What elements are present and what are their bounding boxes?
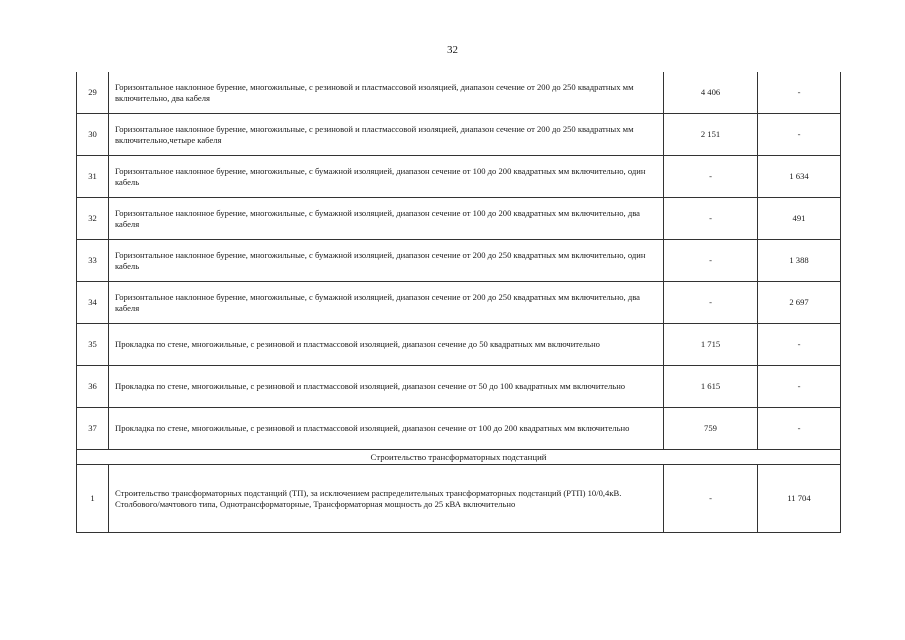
row-number: 34 (77, 282, 109, 324)
row-description: Прокладка по стене, многожильные, с резиновой и пластмассовой изоляцией, диапазон сечение до 50 квадратных мм включительно (109, 324, 664, 366)
row-value-col4: - (758, 72, 841, 114)
row-value-col3: - (664, 156, 758, 198)
row-value-col3: 2 151 (664, 114, 758, 156)
page-number: 32 (447, 44, 458, 56)
table-row (77, 198, 841, 240)
row-description: Прокладка по стене, многожильные, с резиновой и пластмассовой изоляцией, диапазон сечение от 100 до 200 квадратных мм включительно (109, 408, 664, 450)
row-value-col3: 1 615 (664, 366, 758, 408)
row-value-col4: 1 388 (758, 240, 841, 282)
table-row (77, 324, 841, 366)
section-title: Строительство трансформаторных подстанций (77, 450, 841, 465)
table-row (77, 282, 841, 324)
row-value-col4: - (758, 114, 841, 156)
row-description: Горизонтальное наклонное бурение, многожильные, с бумажной изоляцией, диапазон сечение от 100 до 200 квадратных мм включительно, один кабель (109, 156, 664, 198)
row-value-col4: - (758, 366, 841, 408)
row-description: Строительство трансформаторных подстанций (ТП), за исключением распределительных трансформаторных подстанций (РТП) 10/0,4кВ. Столбового/мачтового типа, Однотрансформаторные, Трансформаторная мощность до 25 кВА включительно (109, 465, 664, 533)
row-number: 33 (77, 240, 109, 282)
row-number: 37 (77, 408, 109, 450)
table-row (77, 72, 841, 114)
row-value-col4: 491 (758, 198, 841, 240)
row-description: Горизонтальное наклонное бурение, многожильные, с бумажной изоляцией, диапазон сечение от 100 до 200 квадратных мм включительно, два кабеля (109, 198, 664, 240)
row-value-col3: - (664, 282, 758, 324)
row-number: 31 (77, 156, 109, 198)
row-description: Горизонтальное наклонное бурение, многожильные, с резиновой и пластмассовой изоляцией, диапазон сечение от 200 до 250 квадратных мм включительно, два кабеля (109, 72, 664, 114)
row-value-col3: - (664, 465, 758, 533)
row-number: 35 (77, 324, 109, 366)
table-row (77, 114, 841, 156)
row-value-col3: - (664, 198, 758, 240)
section-header-row (77, 450, 841, 465)
table-row (77, 366, 841, 408)
row-value-col3: 1 715 (664, 324, 758, 366)
table-row (77, 240, 841, 282)
row-description: Горизонтальное наклонное бурение, многожильные, с бумажной изоляцией, диапазон сечение от 200 до 250 квадратных мм включительно, два кабеля (109, 282, 664, 324)
row-value-col4: - (758, 324, 841, 366)
table-row (77, 465, 841, 533)
row-value-col4: 11 704 (758, 465, 841, 533)
row-number: 36 (77, 366, 109, 408)
row-number: 30 (77, 114, 109, 156)
row-value-col3: - (664, 240, 758, 282)
row-number: 1 (77, 465, 109, 533)
row-number: 29 (77, 72, 109, 114)
row-description: Горизонтальное наклонное бурение, многожильные, с резиновой и пластмассовой изоляцией, диапазон сечение от 200 до 250 квадратных мм включительно,четыре кабеля (109, 114, 664, 156)
row-value-col4: 2 697 (758, 282, 841, 324)
row-value-col3: 4 406 (664, 72, 758, 114)
row-number: 32 (77, 198, 109, 240)
table-row (77, 408, 841, 450)
row-value-col4: 1 634 (758, 156, 841, 198)
rates-table (76, 72, 841, 533)
row-description: Прокладка по стене, многожильные, с резиновой и пластмассовой изоляцией, диапазон сечение от 50 до 100 квадратных мм включительно (109, 366, 664, 408)
row-value-col3: 759 (664, 408, 758, 450)
table-row (77, 156, 841, 198)
row-value-col4: - (758, 408, 841, 450)
row-description: Горизонтальное наклонное бурение, многожильные, с бумажной изоляцией, диапазон сечение от 200 до 250 квадратных мм включительно, один кабель (109, 240, 664, 282)
